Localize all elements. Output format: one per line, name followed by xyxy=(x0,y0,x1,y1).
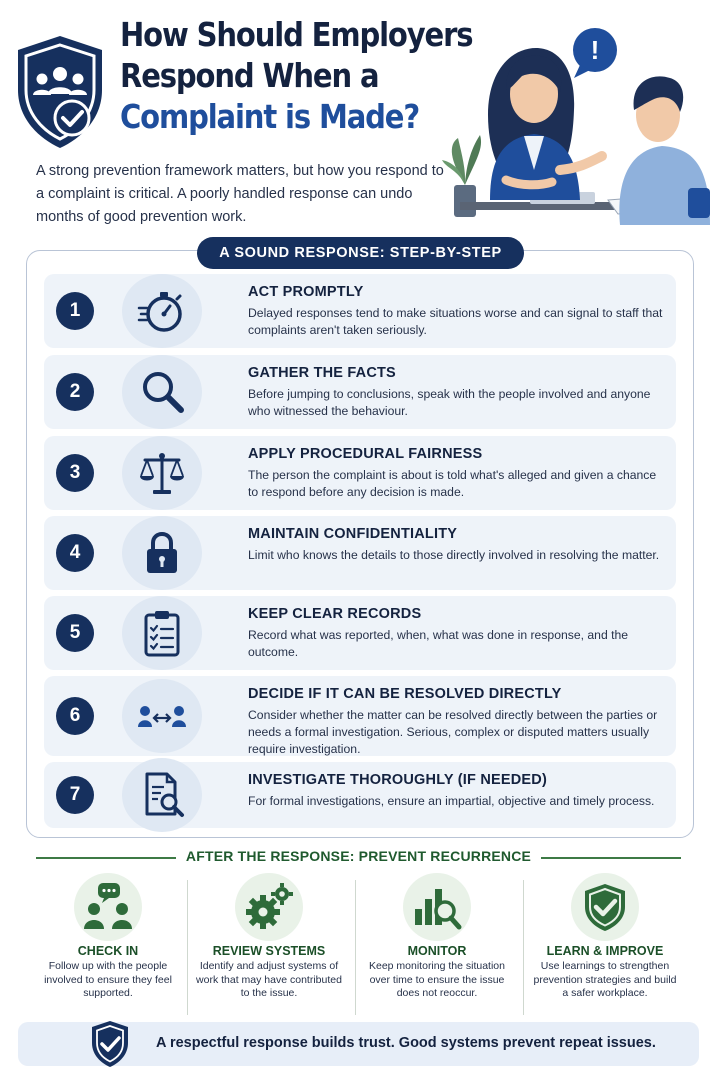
magnifier-icon xyxy=(137,367,187,417)
after-section-title-text: AFTER THE RESPONSE: PREVENT RECURRENCE xyxy=(176,848,541,864)
title-line-2: Respond When a xyxy=(120,56,379,95)
after-icon-circle xyxy=(571,873,639,941)
step-icon-circle xyxy=(122,516,202,590)
step-7 xyxy=(44,762,676,828)
step-description: The person the complaint is about is told what's alleged and given a chance to respond before any decision is made. xyxy=(248,468,657,499)
step-title: APPLY PROCEDURAL FAIRNESS xyxy=(248,446,483,462)
people-exchange-icon xyxy=(137,691,187,741)
step-title: ACT PROMPTLY xyxy=(248,284,364,300)
step-5 xyxy=(44,596,676,670)
intro-text: A strong prevention framework matters, but how you respond to a complaint is critical. A poorly handled response can undo months of good prevention work. xyxy=(36,163,444,225)
after-icon-circle xyxy=(74,873,142,941)
step-icon-circle xyxy=(122,596,202,670)
step-icon-circle xyxy=(122,758,202,832)
step-description: Record what was reported, when, what was done in response, and the outcome. xyxy=(248,628,629,659)
step-1 xyxy=(44,274,676,348)
meeting-illustration xyxy=(440,20,710,225)
after-item-description: Keep monitoring the situation over time to ensure the issue does not reoccur. xyxy=(368,960,505,999)
step-icon-circle xyxy=(122,274,202,348)
step-description: Consider whether the matter can be resolved directly between the parties or needs a formal investigation. Serious, complex or disputed matters usually require investigation. xyxy=(248,708,658,756)
shield-people-check-icon xyxy=(10,32,110,152)
header xyxy=(0,0,717,230)
step-number: 1 xyxy=(56,292,94,330)
page-title xyxy=(120,14,473,137)
after-item-title: LEARN & IMPROVE xyxy=(546,944,664,958)
step-title: KEEP CLEAR RECORDS xyxy=(248,606,422,622)
steps-section-title: A SOUND RESPONSE: STEP-BY-STEP xyxy=(197,237,524,269)
after-section-title xyxy=(0,848,717,864)
step-number: 3 xyxy=(56,454,94,492)
footer-banner xyxy=(18,1022,699,1066)
after-item-title: REVIEW SYSTEMS xyxy=(212,944,326,958)
step-description: Delayed responses tend to make situations worse and can signal to staff that complaints aren't taken seriously. xyxy=(248,306,663,337)
step-title: GATHER THE FACTS xyxy=(248,365,396,381)
step-title: INVESTIGATE THOROUGHLY (IF NEEDED) xyxy=(248,772,547,788)
title-line-3: Complaint is Made? xyxy=(120,97,420,136)
after-item-check-in xyxy=(24,873,192,1001)
after-item-description: Follow up with the people involved to ensure they feel supported. xyxy=(44,960,172,999)
step-description: Limit who knows the details to those directly involved in resolving the matter. xyxy=(248,548,660,562)
step-number: 2 xyxy=(56,373,94,411)
step-number: 5 xyxy=(56,614,94,652)
after-item-learn-improve xyxy=(521,873,689,1001)
step-title: DECIDE IF IT CAN BE RESOLVED DIRECTLY xyxy=(248,686,562,702)
step-number: 7 xyxy=(56,776,94,814)
after-icon-circle xyxy=(403,873,471,941)
after-item-review-systems xyxy=(185,873,353,1001)
document-search-icon xyxy=(137,770,187,820)
footer-text: A respectful response builds trust. Good systems prevent repeat issues. xyxy=(156,1035,656,1051)
step-description: For formal investigations, ensure an impartial, objective and timely process. xyxy=(248,794,655,808)
after-item-description: Identify and adjust systems of work that may have contributed to the issue. xyxy=(196,960,342,999)
step-2 xyxy=(44,355,676,429)
stopwatch-icon xyxy=(137,286,187,336)
step-icon-circle xyxy=(122,436,202,510)
step-title: MAINTAIN CONFIDENTIALITY xyxy=(248,526,458,542)
step-3 xyxy=(44,436,676,510)
step-4 xyxy=(44,516,676,590)
step-6 xyxy=(44,676,676,756)
clipboard-checklist-icon xyxy=(137,608,187,658)
step-icon-circle xyxy=(122,679,202,753)
after-icon-circle xyxy=(235,873,303,941)
speech-bubble-mark: ! xyxy=(590,35,600,65)
step-icon-circle xyxy=(122,355,202,429)
after-item-monitor xyxy=(353,873,521,1001)
step-number: 6 xyxy=(56,697,94,735)
after-item-title: MONITOR xyxy=(407,944,467,958)
after-item-title: CHECK IN xyxy=(77,944,139,958)
title-line-1: How Should Employers xyxy=(120,15,473,54)
chart-magnifier-icon xyxy=(411,881,463,933)
after-item-description: Use learnings to strengthen prevention strategies and build a safer workplace. xyxy=(533,960,677,999)
chat-people-icon xyxy=(82,881,134,933)
shield-check-icon xyxy=(579,881,631,933)
step-number: 4 xyxy=(56,534,94,572)
shield-check-icon xyxy=(88,1019,132,1069)
gears-icon xyxy=(243,881,295,933)
step-description: Before jumping to conclusions, speak with the people involved and anyone who witnessed the behaviour. xyxy=(248,387,651,418)
padlock-icon xyxy=(137,528,187,578)
scales-icon xyxy=(137,448,187,498)
